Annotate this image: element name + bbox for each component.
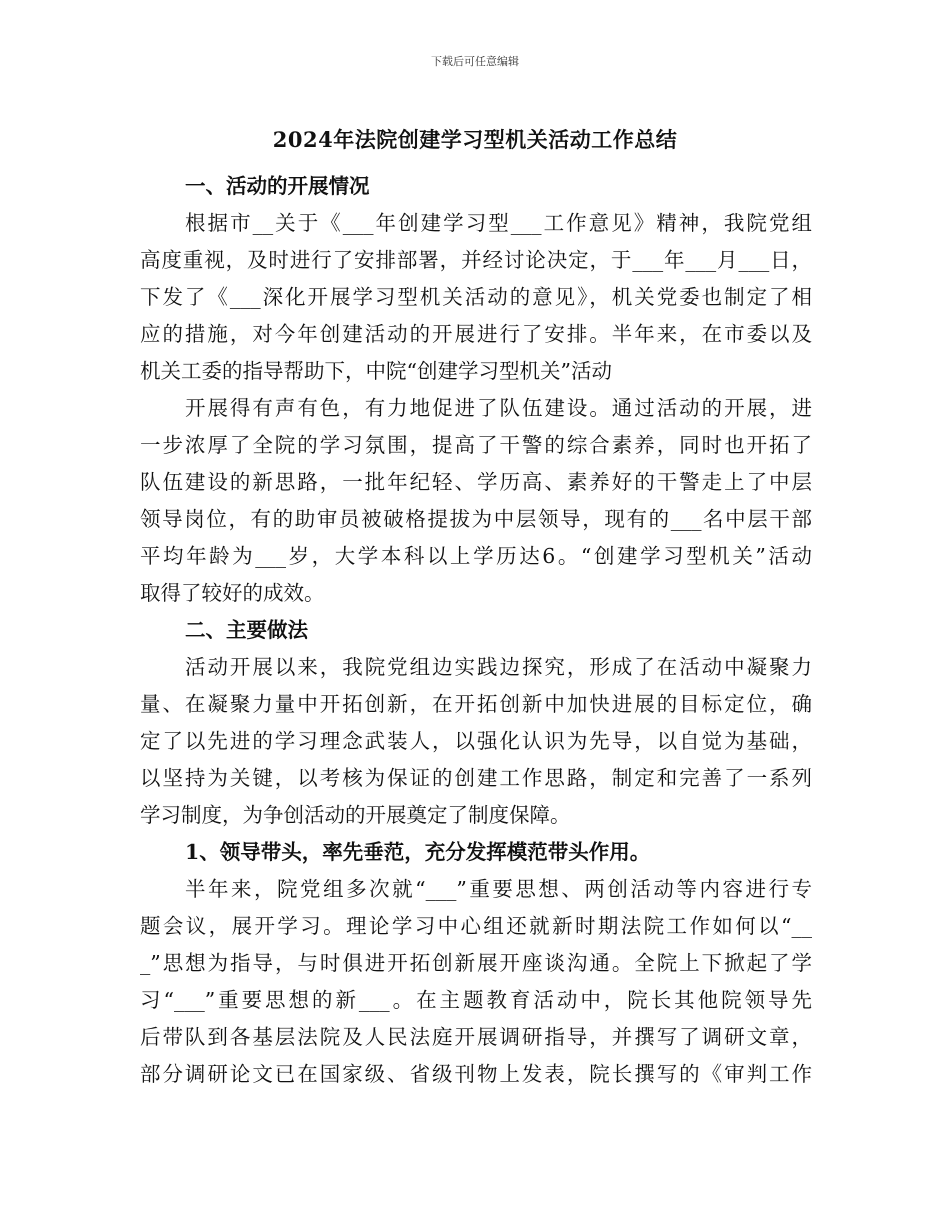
text-line: 一步浓厚了全院的学习氛围，提高了干警的综合素养，同时也开拓了 [140,433,812,457]
text-line: 下发了《___深化开展学习型机关活动的意见》，机关党委也制定了相 [140,285,812,309]
document-title: 2024年法院创建学习型机关活动工作总结 [272,127,678,152]
text-line: 高度重视，及时进行了安排部署，并经讨论决定，于___年___月___日， [140,248,812,272]
section-heading: 一、活动的开展情况 [185,174,370,198]
text-line: 开展得有声有色，有力地促进了队伍建设。通过活动的开展，进 [185,396,812,420]
text-line: 队伍建设的新思路，一批年纪轻、学历高、素养好的干警走上了中层 [140,470,812,494]
text-line: 题会议，展开学习。理论学习中心组还就新时期法院工作如何以“__ [140,914,812,938]
text-line: 取得了较好的成效。 [140,581,325,605]
text-line: 习“___”重要思想的新___。在主题教育活动中，院长其他院领导先 [140,988,812,1012]
text-line: 活动开展以来，我院党组边实践边探究，形成了在活动中凝聚力 [185,655,812,679]
text-line: 平均年龄为___岁，大学本科以上学历达6。“创建学习型机关”活动 [140,544,812,568]
page-header: 下载后可任意编辑 [431,55,519,68]
text-line: 量、在凝聚力量中开拓创新，在开拓创新中加快进展的目标定位，确 [140,692,812,716]
text-line: 机关工委的指导帮助下，中院“创建学习型机关”活动 [140,359,612,383]
text-line: 学习制度，为争创活动的开展奠定了制度保障。 [140,803,571,827]
text-line: 根据市__关于《___年创建学习型___工作意见》精神，我院党组 [185,211,812,235]
document-body [140,168,812,1093]
text-line: 以坚持为关键，以考核为保证的创建工作思路，制定和完善了一系列 [140,766,812,790]
section-heading: 二、主要做法 [185,618,308,642]
text-line: 应的措施，对今年创建活动的开展进行了安排。半年来，在市委以及 [140,322,812,346]
text-line: _”思想为指导，与时俱进开拓创新展开座谈沟通。全院上下掀起了学 [140,951,812,975]
text-line: 半年来，院党组多次就“___”重要思想、两创活动等内容进行专 [185,877,812,901]
text-line: 后带队到各基层法院及人民法庭开展调研指导，并撰写了调研文章， [140,1025,812,1049]
text-line: 领导岗位，有的助审员被破格提拔为中层领导，现有的___名中层干部 [140,507,812,531]
section-heading: 1、领导带头，率先垂范，充分发挥模范带头作用。 [185,840,651,864]
text-line: 部分调研论文已在国家级、省级刊物上发表，院长撰写的《审判工作 [140,1062,812,1086]
text-line: 定了以先进的学习理念武装人，以强化认识为先导，以自觉为基础， [140,729,812,753]
